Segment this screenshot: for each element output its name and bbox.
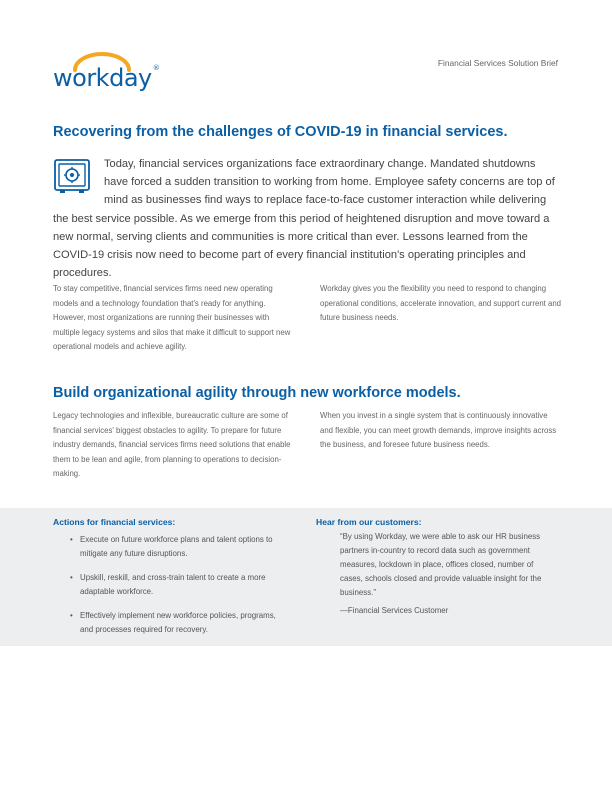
list-item: • Execute on future workforce plans and talent options to mitigate any future disruptions. <box>70 535 273 558</box>
document-type-label: Financial Services Solution Brief <box>437 58 558 68</box>
actions-list <box>70 533 290 647</box>
section1-title: Recovering from the challenges of COVID-19 in financial services. <box>53 124 508 140</box>
workday-logo <box>53 52 163 94</box>
intro-paragraph <box>53 155 559 282</box>
section2-title: Build organizational agility through new workforce models. <box>53 385 461 401</box>
customers-heading: Hear from our customers: <box>316 517 422 527</box>
list-item: • Effectively implement new workforce policies, programs, and processes required for recovery. <box>70 611 276 634</box>
actions-heading: Actions for financial services: <box>53 517 176 527</box>
quote-attribution: —Financial Services Customer <box>340 606 449 615</box>
list-item: • Upskill, reskill, and cross-train talent to create a more adaptable workforce. <box>70 573 266 596</box>
section2-left-column: Legacy technologies and inflexible, bureaucratic culture are some of financial services' biggest obstacles to agility. To prepare for future industry demands, financial services firms need solutions that enable them to be lean and agile, from planning to operations to decision-making. <box>53 411 291 478</box>
customer-quote: “By using Workday, we were able to ask our HR business partners in-country to record data such as government measures, lockdown in place, offices closed, number of cases, schools closed and provide valuable insight for the business.” <box>340 532 542 597</box>
bullet-icon: • <box>70 573 73 582</box>
section1-left-column: To stay competitive, financial services firms need new operating models and a technology foundation that's ready for anything. However, most organizations are running their businesses with multiple legacy systems and silos that make it difficult to support new operational models and achieve agility. <box>53 284 291 351</box>
intro-text: Today, financial services organizations face extraordinary change. Mandated shutdowns have forced a sudden transition to working from home. Employee safety concerns are top of mind as businesses find ways to replace face-to-face customer interaction while delivering the best service possible. As we emerge from this period of heightened disruption and move toward a new normal, serving clients and communities is more critical than ever. Lessons learned from the COVID-19 crisis now need to become part of every financial institution's operating principles and procedures. <box>53 158 555 280</box>
logo-wordmark: workday® <box>53 64 160 92</box>
section2-right-column: When you invest in a single system that is continuously innovative and flexible, you can meet growth demands, improve insights across the business, and foresee future business needs. <box>320 411 557 449</box>
section1-right-column: Workday gives you the flexibility you need to respond to changing operational conditions, accelerate innovation, and support current and future business needs. <box>320 284 561 322</box>
bullet-icon: • <box>70 611 73 620</box>
bullet-icon: • <box>70 535 73 544</box>
